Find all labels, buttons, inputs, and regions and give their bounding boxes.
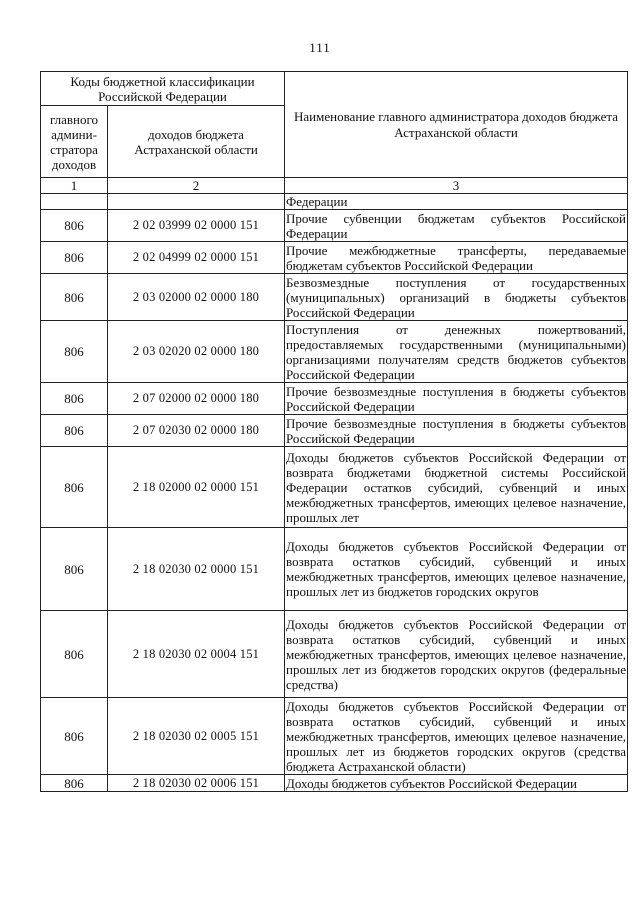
admin-code-cell: 806 (41, 383, 108, 415)
income-code-cell: 2 18 02030 02 0000 151 (108, 528, 285, 611)
admin-code-cell: 806 (41, 210, 108, 242)
income-name-cell: Безвозмездные поступления от государственных (муниципальных) организаций в бюджеты субъектов Российской Федерации (286, 274, 627, 320)
income-name-cell: Доходы бюджетов субъектов Российской Федерации от возврата остатков субсидий, субвенций и иных межбюджетных трансфертов, имеющих целевое назначение, прошлых лет из бюджетов городских округов (федеральные средства) (285, 611, 628, 698)
income-name-cell: Доходы бюджетов субъектов Российской Федерации от возврата бюджетами бюджетной системы Российской Федерации остатков субсидий, субвенций и иных межбюджетных трансфертов, имеющих целевое назначение, прошлых лет (285, 447, 628, 528)
table-row (41, 698, 628, 775)
admin-code-cell: 806 (41, 698, 108, 775)
admin-code-cell: 806 (41, 242, 108, 274)
table-row (41, 611, 628, 698)
income-code-cell: 2 02 04999 02 0000 151 (108, 242, 285, 274)
income-code-cell: 2 03 02000 02 0000 180 (108, 274, 285, 321)
admin-code-cell: 806 (41, 611, 108, 698)
admin-code-cell: 806 (41, 775, 108, 792)
table-row (41, 447, 628, 528)
admin-code-cell: 806 (41, 321, 108, 383)
income-name-cell: Федерации (285, 194, 628, 210)
income-code-cell: 2 18 02000 02 0000 151 (108, 447, 285, 528)
table-row (41, 775, 628, 792)
column-number: 1 (41, 178, 108, 194)
admin-code-cell: 806 (41, 415, 108, 447)
column-number: 2 (108, 178, 285, 194)
income-name-cell: Прочие межбюджетные трансферты, передаваемые бюджетам субъектов Российской Федерации (286, 242, 627, 273)
income-code-cell: 2 02 03999 02 0000 151 (108, 210, 285, 242)
income-code-cell (108, 194, 285, 210)
income-name-cell: Прочие безвозмездные поступления в бюджеты субъектов Российской Федерации (286, 383, 627, 414)
income-name-cell: Прочие безвозмездные поступления в бюджеты субъектов Российской Федерации (286, 415, 627, 446)
admin-code-cell: 806 (41, 274, 108, 321)
income-name-cell: Доходы бюджетов субъектов Российской Федерации от возврата остатков субсидий, субвенций и иных межбюджетных трансфертов, имеющих целевое назначение, прошлых лет из бюджетов городских округов (285, 528, 628, 611)
income-name-cell: Прочие субвенции бюджетам субъектов Российской Федерации (286, 210, 627, 241)
table-row (41, 194, 628, 210)
income-name-cell: Поступления от денежных пожертвований, предоставляемых государственными (муниципальными) организациями получателям средств бюджетов субъектов Российской Федерации (286, 321, 627, 382)
budget-classification-table (40, 71, 628, 792)
admin-code-cell: 806 (41, 447, 108, 528)
income-code-cell: 2 07 02030 02 0000 180 (108, 415, 285, 447)
income-name-cell: Доходы бюджетов субъектов Российской Федерации (285, 775, 628, 792)
column-number: 3 (285, 178, 628, 194)
page-number: 111 (309, 40, 331, 55)
table-row (41, 383, 628, 415)
admin-code-cell: 806 (41, 528, 108, 611)
admin-column-header: главного админи-стратора доходов (41, 106, 108, 178)
table-row (41, 321, 628, 383)
income-code-cell: 2 03 02020 02 0000 180 (108, 321, 285, 383)
column-number-row (41, 178, 628, 194)
income-code-cell: 2 18 02030 02 0006 151 (108, 775, 285, 792)
table-row (41, 274, 628, 321)
codes-group-header: Коды бюджетной классификации Российской Федерации (41, 72, 285, 106)
table-row (41, 210, 628, 242)
admin-code-cell (41, 194, 108, 210)
table-row (41, 528, 628, 611)
table-row (41, 242, 628, 274)
income-column-header: доходов бюджета Астраханской области (108, 106, 285, 178)
income-code-cell: 2 07 02000 02 0000 180 (108, 383, 285, 415)
table-row (41, 415, 628, 447)
name-column-header: Наименование главного администратора доходов бюджета Астраханской области (285, 72, 628, 178)
income-name-cell: Доходы бюджетов субъектов Российской Федерации от возврата остатков субсидий, субвенций и иных межбюджетных трансфертов, имеющих целевое назначение, прошлых лет из бюджетов городских округов (средства бюджета Астраханской области) (286, 698, 627, 774)
header-row-top (41, 72, 628, 106)
income-code-cell: 2 18 02030 02 0004 151 (108, 611, 285, 698)
income-code-cell: 2 18 02030 02 0005 151 (108, 698, 285, 775)
